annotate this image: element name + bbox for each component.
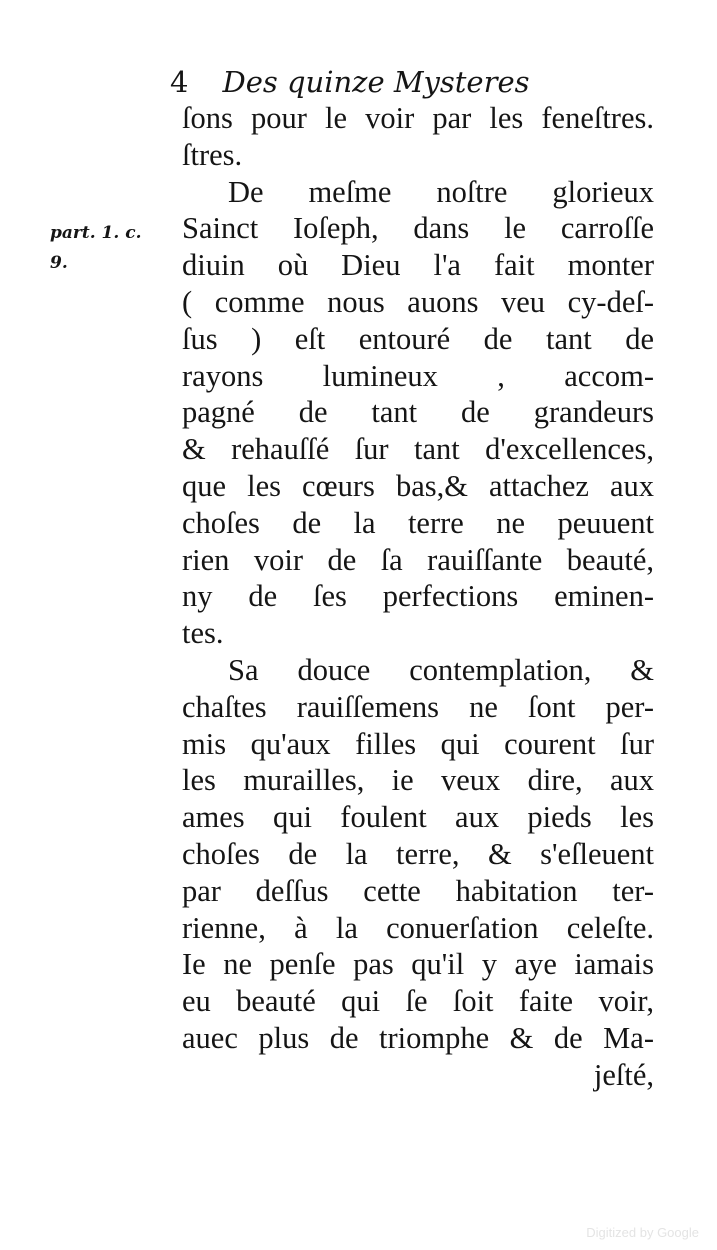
margin-note xyxy=(50,218,185,278)
text-line: ſus ) eſt entouré de tant de xyxy=(182,321,654,356)
running-title: Des quinze Mysteres xyxy=(222,65,530,99)
text-line: De meſme noſtre glorieux xyxy=(228,174,654,209)
text-line: rayons lumineux , accom- xyxy=(182,358,654,393)
text-line: que les cœurs bas,& attachez aux xyxy=(182,468,654,503)
text-line: Ie ne penſe pas qu'il y aye iamais xyxy=(182,947,654,982)
margin-note-line-2: 9. xyxy=(50,253,68,273)
text-line: ames qui foulent aux pieds les xyxy=(182,800,654,835)
running-header xyxy=(170,62,590,102)
catchword: jeſté, xyxy=(593,1057,654,1092)
text-line: les murailles, ie veux dire, aux xyxy=(182,763,654,798)
text-line: Sainct Ioſeph, dans le carroſſe xyxy=(182,211,654,246)
text-line: eu beauté qui ſe ſoit faite voir, xyxy=(182,984,654,1019)
text-line: par deſſus cette habitation ter- xyxy=(182,873,654,908)
body-text xyxy=(182,100,654,1094)
text-line: tes. xyxy=(182,616,224,651)
text-line: ſtres. xyxy=(182,137,243,172)
text-line: chaſtes rauiſſemens ne ſont per- xyxy=(182,689,654,724)
text-line: diuin où Dieu l'a fait monter xyxy=(182,248,654,283)
text-line: rien voir de ſa rauiſſante beauté, xyxy=(182,542,654,577)
text-line: choſes de la terre ne peuuent xyxy=(182,505,654,540)
text-line: ny de ſes perfections eminen- xyxy=(182,579,654,614)
text-line: ſons pour le voir par les feneſtres. xyxy=(182,101,654,135)
text-line: rienne, à la conuerſation celeſte. xyxy=(182,910,654,945)
text-line: pagné de tant de grandeurs xyxy=(182,395,654,430)
text-line: auec plus de triomphe & de Ma- xyxy=(182,1020,654,1055)
text-line: choſes de la terre, & s'eſleuent xyxy=(182,836,654,871)
text-line: Sa douce contemplation, & xyxy=(228,652,654,687)
text-line: mis qu'aux filles qui courent ſur xyxy=(182,726,654,761)
digitization-watermark: Digitized by Google xyxy=(586,1225,699,1240)
page-number: 4 xyxy=(170,65,189,99)
text-line: ( comme nous auons veu cy-deſ- xyxy=(182,284,654,319)
margin-note-line-1: part. 1. c. xyxy=(50,223,142,243)
text-line: & rehauſſé ſur tant d'excellences, xyxy=(182,432,654,467)
